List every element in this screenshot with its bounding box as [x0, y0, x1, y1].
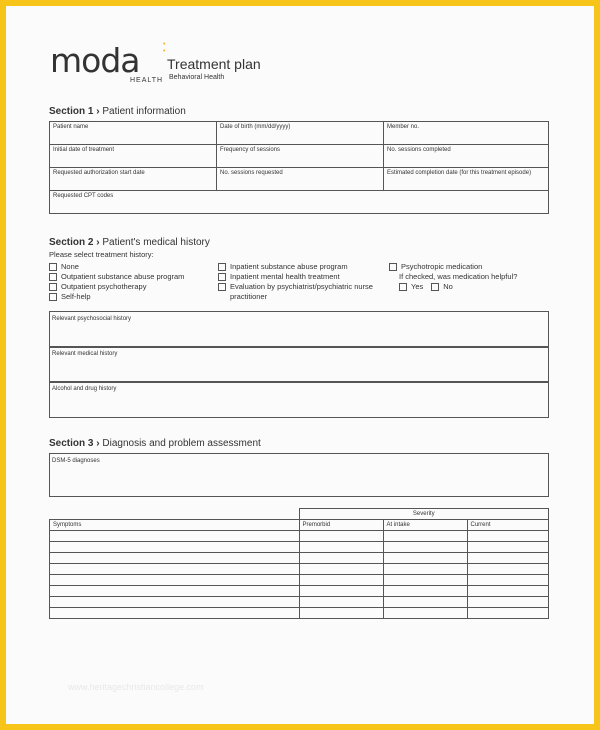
- checkbox[interactable]: [218, 263, 226, 271]
- table-cell[interactable]: [383, 608, 467, 619]
- chevron-right-icon: ›: [96, 237, 100, 248]
- table-cell[interactable]: [50, 531, 300, 542]
- table-cell[interactable]: [467, 553, 549, 564]
- frequency-field[interactable]: Frequency of sessions: [217, 145, 384, 168]
- table-cell[interactable]: [50, 608, 300, 619]
- section-2-number: Section 2: [49, 237, 94, 248]
- answer-no[interactable]: [431, 282, 453, 292]
- table-cell[interactable]: [383, 586, 467, 597]
- table-cell[interactable]: [467, 586, 549, 597]
- option-outpatient-substance[interactable]: [49, 272, 214, 282]
- col-header-current: Current: [467, 520, 549, 531]
- table-row: [50, 597, 549, 608]
- table-cell[interactable]: [50, 542, 300, 553]
- option-none[interactable]: [49, 262, 214, 272]
- option-outpatient-psychotherapy[interactable]: [49, 282, 214, 292]
- section-2-label: Patient's medical history: [102, 237, 210, 248]
- medication-answers: [389, 282, 549, 292]
- option-label: Inpatient substance abuse program: [230, 262, 348, 271]
- section-1-label: Patient information: [102, 106, 186, 117]
- option-label: No: [443, 282, 453, 291]
- page: [6, 6, 594, 724]
- cpt-codes-field[interactable]: Requested CPT codes: [50, 191, 549, 214]
- patient-name-field[interactable]: Patient name: [50, 122, 217, 145]
- table-cell[interactable]: [383, 597, 467, 608]
- auth-start-date-field[interactable]: Requested authorization start date: [50, 168, 217, 191]
- logo-dots: • •: [163, 41, 167, 55]
- option-label: None: [61, 262, 79, 271]
- table-row: [50, 531, 549, 542]
- sessions-requested-field[interactable]: No. sessions requested: [217, 168, 384, 191]
- table-cell[interactable]: [383, 564, 467, 575]
- option-inpatient-mental[interactable]: [218, 272, 378, 282]
- table-cell[interactable]: [299, 586, 383, 597]
- answer-yes[interactable]: [399, 282, 423, 292]
- table-row: [50, 542, 549, 553]
- medication-question: If checked, was medication helpful?: [399, 272, 518, 281]
- table-cell[interactable]: [383, 542, 467, 553]
- options-column-3: [389, 262, 549, 292]
- table-cell[interactable]: [50, 553, 300, 564]
- table-cell[interactable]: [50, 564, 300, 575]
- table-cell[interactable]: [383, 553, 467, 564]
- option-label: Yes: [411, 282, 424, 291]
- checkbox[interactable]: [49, 283, 57, 291]
- section-1-number: Section 1: [49, 106, 94, 117]
- col-header-symptoms: Symptoms: [50, 520, 300, 531]
- field-label: Alcohol and drug history: [52, 386, 117, 392]
- table-cell[interactable]: [383, 575, 467, 586]
- section-3-label: Diagnosis and problem assessment: [102, 438, 261, 449]
- table-cell[interactable]: [50, 575, 300, 586]
- severity-header: Severity: [299, 509, 549, 520]
- option-psychiatric-eval[interactable]: [218, 282, 378, 302]
- table-cell[interactable]: [299, 564, 383, 575]
- chevron-right-icon: ›: [96, 106, 100, 117]
- document-title: Treatment plan: [167, 56, 261, 72]
- table-cell[interactable]: [467, 542, 549, 553]
- section-3-number: Section 3: [49, 438, 94, 449]
- document-subtitle: Behavioral Health: [169, 74, 225, 81]
- watermark: www.heritagechristiancollege.com: [68, 682, 204, 692]
- symptoms-table: [49, 508, 549, 619]
- checkbox[interactable]: [389, 263, 397, 271]
- logo-text: moda: [50, 41, 140, 80]
- table-cell[interactable]: [299, 542, 383, 553]
- completion-date-field[interactable]: Estimated completion date (for this treatment episode): [384, 168, 549, 191]
- field-label: Relevant medical history: [52, 351, 118, 357]
- dsm5-diagnoses-field[interactable]: [49, 453, 549, 497]
- option-inpatient-substance[interactable]: [218, 262, 378, 272]
- table-cell[interactable]: [467, 608, 549, 619]
- section-2-title: [49, 237, 210, 248]
- checkbox[interactable]: [49, 293, 57, 301]
- table-cell[interactable]: [299, 597, 383, 608]
- checkbox[interactable]: [49, 273, 57, 281]
- table-row: [50, 575, 549, 586]
- table-cell[interactable]: [299, 553, 383, 564]
- table-cell[interactable]: [383, 531, 467, 542]
- section-1-title: [49, 106, 186, 117]
- table-cell[interactable]: [50, 586, 300, 597]
- table-cell[interactable]: [467, 531, 549, 542]
- checkbox[interactable]: [218, 273, 226, 281]
- moda-logo: [50, 41, 167, 84]
- section-3-title: [49, 438, 261, 449]
- option-self-help[interactable]: [49, 292, 214, 302]
- alcohol-drug-history-field[interactable]: [49, 381, 549, 418]
- option-label: Outpatient psychotherapy: [61, 282, 147, 291]
- sessions-completed-field[interactable]: No. sessions completed: [384, 145, 549, 168]
- patient-info-table: [49, 121, 549, 214]
- table-row: [50, 608, 549, 619]
- checkbox[interactable]: [399, 283, 407, 291]
- table-row: [50, 564, 549, 575]
- table-cell[interactable]: [299, 531, 383, 542]
- logo-subtext: HEALTH: [130, 77, 164, 84]
- options-column-1: [49, 262, 214, 302]
- psychosocial-history-field[interactable]: [49, 311, 549, 348]
- options-column-2: [218, 262, 378, 302]
- checkbox[interactable]: [49, 263, 57, 271]
- option-label: Outpatient substance abuse program: [61, 272, 185, 281]
- option-label: Inpatient mental health treatment: [230, 272, 340, 281]
- checkbox[interactable]: [218, 283, 226, 291]
- table-row: [50, 586, 549, 597]
- initial-date-field[interactable]: Initial date of treatment: [50, 145, 217, 168]
- option-label: Evaluation by psychiatrist/psychiatric nurse practitioner: [230, 282, 373, 301]
- medical-history-field[interactable]: [49, 346, 549, 383]
- table-cell[interactable]: [299, 575, 383, 586]
- field-label: DSM-5 diagnoses: [52, 458, 100, 464]
- field-label: Relevant psychosocial history: [52, 316, 132, 322]
- chevron-right-icon: ›: [96, 438, 100, 449]
- table-cell[interactable]: [467, 597, 549, 608]
- dob-field[interactable]: Date of birth (mm/dd/yyyy): [217, 122, 384, 145]
- table-cell[interactable]: [467, 575, 549, 586]
- col-header-at-intake: At intake: [383, 520, 467, 531]
- member-no-field[interactable]: Member no.: [384, 122, 549, 145]
- option-label: Psychotropic medication: [401, 262, 483, 271]
- table-cell[interactable]: [467, 564, 549, 575]
- option-psychotropic[interactable]: [389, 262, 549, 272]
- treatment-history-prompt: Please select treatment history:: [49, 250, 154, 259]
- table-cell[interactable]: [299, 608, 383, 619]
- table-cell[interactable]: [50, 597, 300, 608]
- col-header-premorbid: Premorbid: [299, 520, 383, 531]
- empty-corner: [50, 509, 300, 520]
- checkbox[interactable]: [431, 283, 439, 291]
- table-row: [50, 553, 549, 564]
- option-label: Self-help: [61, 292, 91, 301]
